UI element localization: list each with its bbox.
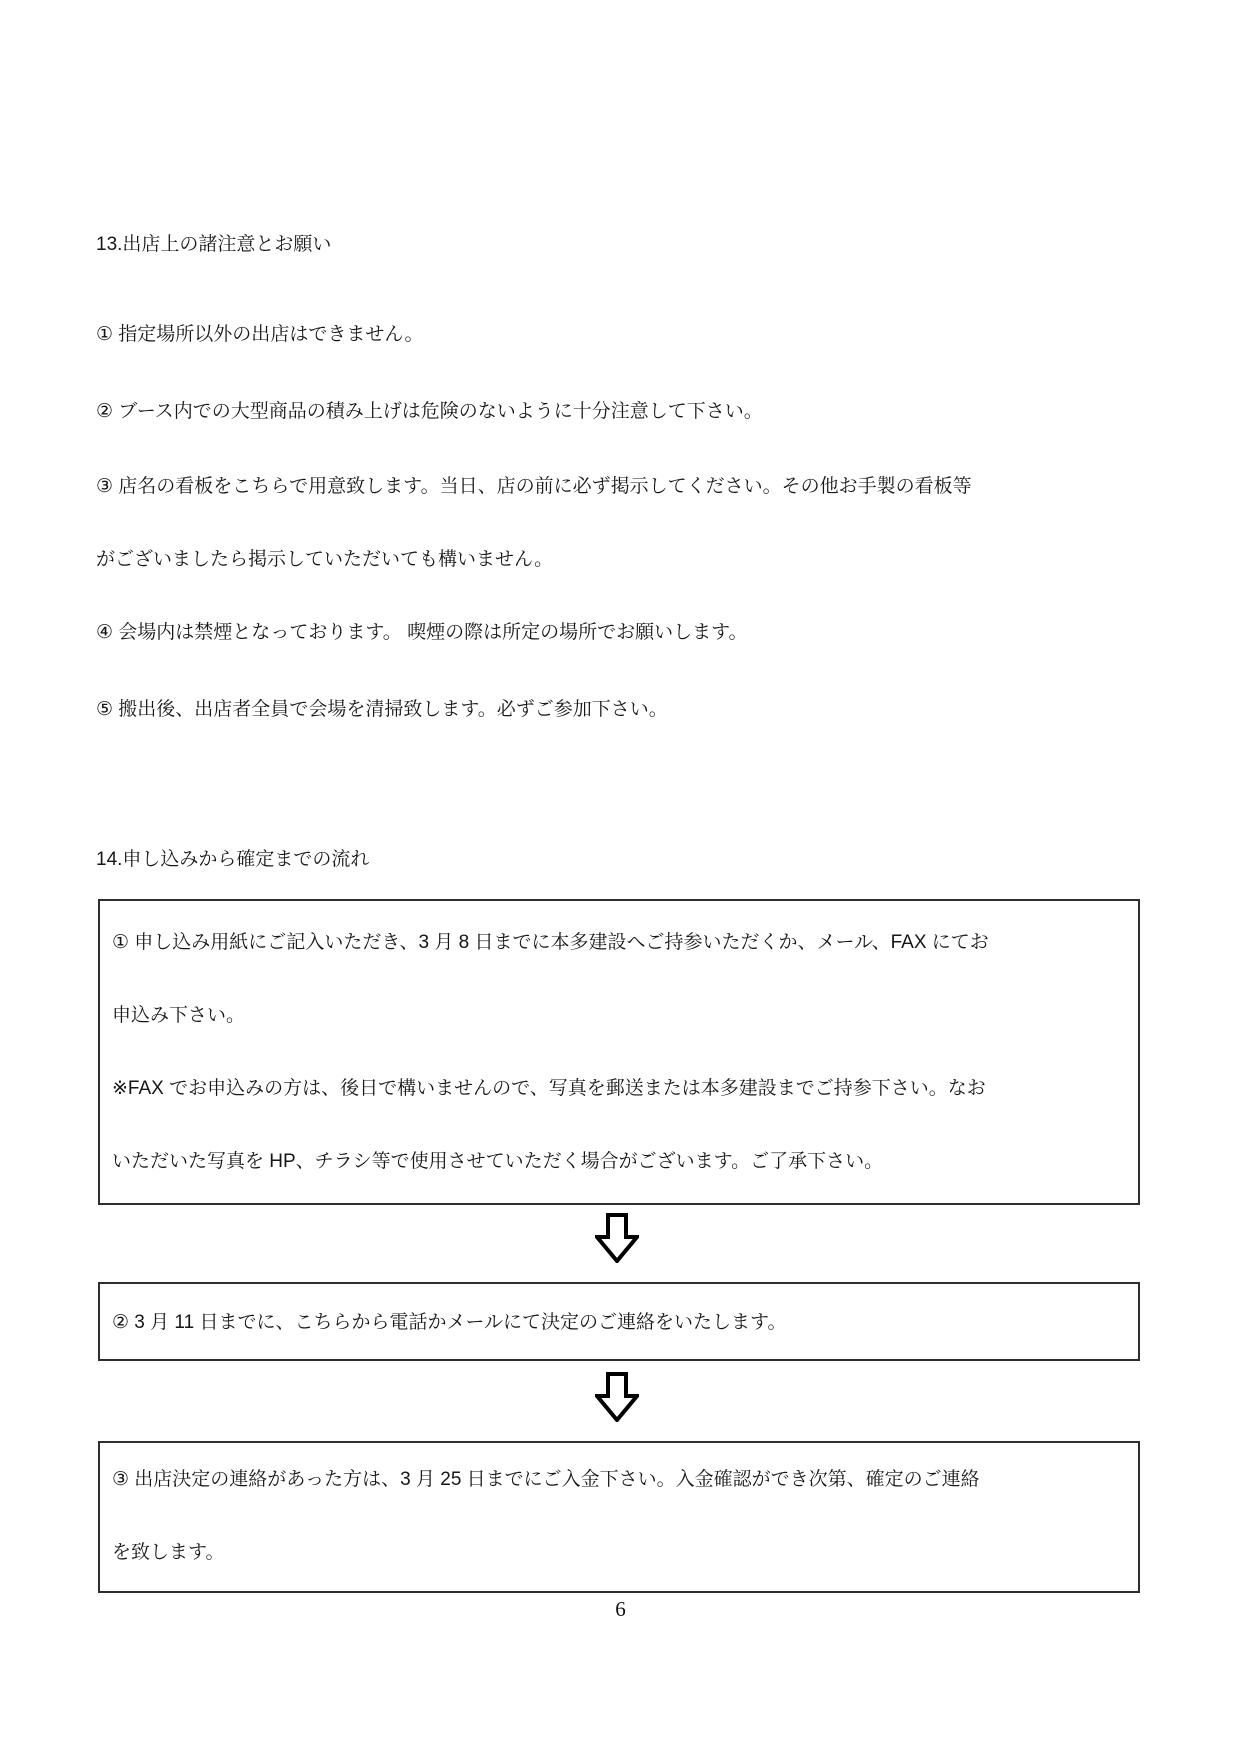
flow-step-2-box [98, 1282, 1140, 1361]
section-13-heading: 13.出店上の諸注意とお願い [96, 234, 332, 255]
flow-step-1-line-3: ※FAX でお申込みの方は、後日で構いませんので、写真を郵送または本多建設までご持参下さい。なお [112, 1078, 986, 1099]
page-number: 6 [615, 1597, 626, 1621]
section-13-item-3-continued: がございましたら掲示していただいても構いません。 [96, 549, 554, 570]
flow-step-1-box [98, 899, 1140, 1205]
flow-step-1-line-1: ① 申し込み用紙にご記入いただき、3 月 8 日までに本多建設へご持参いただくか、メール、FAX にてお [112, 932, 989, 953]
section-14-heading: 14.申し込みから確定までの流れ [96, 849, 370, 870]
section-13-item-2: ② ブース内での大型商品の積み上げは危険のないように十分注意して下さい。 [96, 401, 763, 422]
flow-step-2-line-1: ② 3 月 11 日までに、こちらから電話かメールにて決定のご連絡をいたします。 [112, 1312, 787, 1333]
section-13-item-5: ⑤ 搬出後、出店者全員で会場を清掃致します。必ずご参加下さい。 [96, 699, 668, 720]
flow-step-3-box [98, 1441, 1140, 1593]
flow-step-1-line-2: 申込み下さい。 [112, 1005, 246, 1026]
flow-step-3-line-1: ③ 出店決定の連絡があった方は、3 月 25 日までにご入金下さい。入金確認ができ次第、確定のご連絡 [112, 1469, 980, 1490]
flow-step-3-line-2: を致します。 [112, 1542, 225, 1563]
down-arrow-icon [595, 1213, 639, 1263]
section-13-item-1: ① 指定場所以外の出店はできません。 [96, 324, 424, 345]
section-13-item-4: ④ 会場内は禁煙となっております。 喫煙の際は所定の場所でお願いします。 [96, 622, 748, 643]
down-arrow-icon [595, 1372, 639, 1422]
flow-step-1-line-4: いただいた写真を HP、チラシ等で使用させていただく場合がございます。ご了承下さい。 [112, 1151, 884, 1172]
section-13-item-3: ③ 店名の看板をこちらで用意致します。当日、店の前に必ず掲示してください。その他お手製の看板等 [96, 476, 972, 497]
